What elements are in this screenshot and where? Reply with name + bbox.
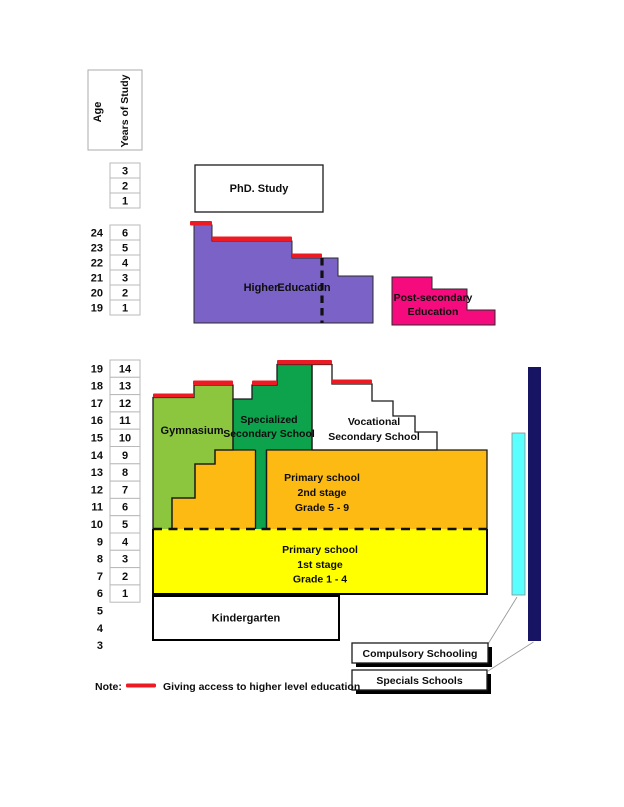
years-axis-header: Years of Study bbox=[119, 74, 131, 148]
kindergarten-label: Kindergarten bbox=[211, 612, 281, 625]
vocational-label: Secondary School bbox=[328, 431, 420, 443]
specialized-label: Specialized bbox=[240, 414, 298, 426]
higher-education-label: Education bbox=[277, 282, 331, 294]
compulsory-schooling-label: Compulsory Schooling bbox=[362, 648, 478, 660]
specials-schools-label: Specials Schools bbox=[376, 675, 463, 687]
age-label: 4 bbox=[96, 622, 103, 635]
age-label: 10 bbox=[90, 519, 103, 531]
year-label: 4 bbox=[121, 257, 129, 270]
year-label: 2 bbox=[121, 287, 129, 300]
specialized-label: Secondary School bbox=[223, 428, 315, 440]
post-secondary-label: Education bbox=[407, 306, 459, 318]
age-label: 19 bbox=[90, 363, 103, 376]
age-label: 16 bbox=[90, 415, 103, 428]
compulsory-connector-line bbox=[488, 597, 517, 644]
year-label: 1 bbox=[121, 195, 129, 208]
note-label: Note: bbox=[95, 681, 122, 693]
year-label: 5 bbox=[121, 519, 129, 531]
primary-1st-label: 1st stage bbox=[297, 559, 343, 571]
age-label: 18 bbox=[90, 380, 103, 393]
year-label: 13 bbox=[118, 380, 132, 393]
age-label: 24 bbox=[90, 227, 103, 240]
age-label: 3 bbox=[96, 640, 103, 653]
note-access-marker bbox=[126, 684, 156, 688]
access-marker bbox=[153, 394, 194, 398]
primary-2nd-label: Primary school bbox=[284, 472, 360, 484]
year-label: 6 bbox=[121, 501, 129, 514]
phd-years-column bbox=[110, 163, 140, 208]
year-label: 3 bbox=[121, 165, 129, 178]
year-label: 7 bbox=[121, 484, 129, 497]
note-text: Giving access to higher level education bbox=[163, 681, 361, 693]
age-label: 13 bbox=[90, 467, 103, 480]
access-marker bbox=[212, 237, 292, 242]
age-label: 23 bbox=[90, 242, 103, 255]
age-label: 9 bbox=[96, 536, 103, 549]
year-label: 1 bbox=[121, 588, 129, 601]
year-label: 3 bbox=[121, 553, 129, 566]
primary-1st-label: Primary school bbox=[282, 544, 358, 556]
lower-age-year-rows bbox=[91, 360, 140, 652]
year-label: 3 bbox=[121, 272, 129, 285]
age-label: 7 bbox=[96, 570, 103, 583]
primary-2nd-label: Grade 5 - 9 bbox=[294, 502, 350, 514]
gymnasium-label: Gymnasium bbox=[160, 425, 224, 437]
age-label: 15 bbox=[90, 432, 103, 445]
access-marker bbox=[292, 254, 322, 259]
year-label: 1 bbox=[121, 302, 129, 315]
age-label: 12 bbox=[90, 484, 103, 497]
access-marker bbox=[193, 381, 233, 386]
post-secondary-label: Post-secondary bbox=[393, 292, 473, 304]
age-label: 21 bbox=[90, 272, 103, 285]
access-marker bbox=[332, 380, 372, 385]
year-label: 14 bbox=[118, 363, 132, 376]
primary-1st-label: Grade 1 - 4 bbox=[292, 573, 348, 586]
age-label: 11 bbox=[91, 501, 103, 514]
year-label: 2 bbox=[121, 180, 129, 193]
year-label: 12 bbox=[118, 397, 132, 410]
age-label: 20 bbox=[90, 287, 103, 300]
year-label: 11 bbox=[119, 415, 131, 428]
age-axis-header: Age bbox=[92, 101, 104, 123]
specials-connector-line bbox=[488, 642, 534, 671]
year-label: 10 bbox=[118, 432, 132, 445]
year-label: 9 bbox=[121, 449, 129, 462]
upper-age-year-rows bbox=[91, 225, 140, 315]
year-label: 8 bbox=[121, 467, 129, 480]
age-label: 5 bbox=[96, 605, 103, 618]
phd-study-label: PhD. Study bbox=[229, 183, 289, 195]
primary-2nd-label: 2nd stage bbox=[297, 487, 347, 499]
access-marker bbox=[190, 221, 212, 226]
age-label: 17 bbox=[90, 397, 103, 410]
access-marker bbox=[252, 381, 277, 386]
higher-education-label: Higher bbox=[243, 282, 279, 294]
specials-schools-bar bbox=[528, 367, 541, 641]
compulsory-schooling-bar bbox=[512, 433, 525, 595]
age-label: 19 bbox=[90, 302, 103, 315]
access-marker bbox=[277, 360, 332, 365]
year-label: 5 bbox=[121, 242, 129, 255]
year-label: 6 bbox=[121, 227, 129, 240]
age-label: 8 bbox=[96, 553, 103, 566]
specialized-secondary-stem bbox=[256, 450, 267, 529]
year-label: 4 bbox=[121, 536, 129, 549]
age-label: 14 bbox=[90, 449, 103, 462]
age-label: 22 bbox=[90, 257, 103, 270]
year-label: 2 bbox=[121, 570, 129, 583]
vocational-label: Vocational bbox=[347, 416, 401, 428]
age-label: 6 bbox=[96, 588, 103, 601]
